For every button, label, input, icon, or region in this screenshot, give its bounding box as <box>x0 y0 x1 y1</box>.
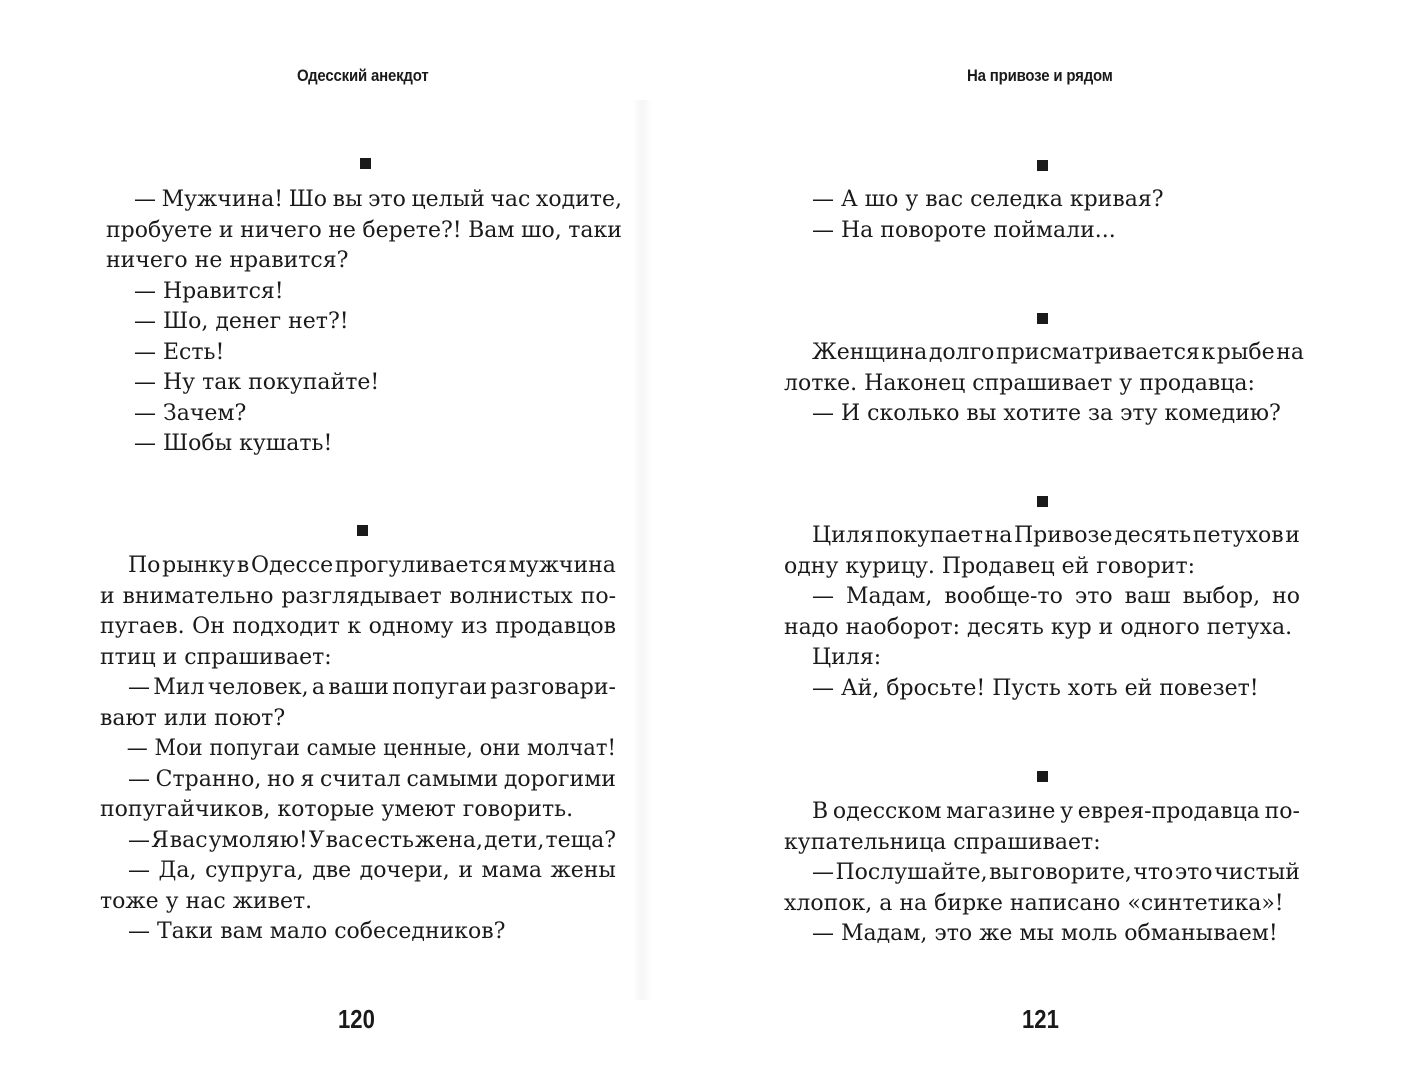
text-line: купательница спрашивает: <box>784 829 1101 855</box>
text-line: — Странно, но я считал самыми дорогими <box>128 766 616 792</box>
text-line: — Нравится! <box>134 278 284 304</box>
text-line: одну курицу. Продавец ей говорит: <box>784 553 1196 579</box>
text-line: — На повороте поймали... <box>812 217 1116 243</box>
joke-block <box>106 185 622 460</box>
text-line: Циля: <box>812 645 882 670</box>
text-line: попугайчиков, которые умеют говорить. <box>100 797 574 822</box>
text-line: — Мои попугаи самые ценные, они молчат! <box>126 736 616 761</box>
text-line: — Ай, бросьте! Пусть хоть ей повезет! <box>812 675 1259 701</box>
section-separator <box>357 525 368 536</box>
text-line: ничего не нравится? <box>106 248 349 273</box>
section-separator <box>1037 160 1048 171</box>
running-head-left: Одесский анекдот <box>297 66 429 85</box>
joke-block <box>784 185 1304 246</box>
text-line: вают или поют? <box>100 705 286 731</box>
page-gutter-shadow <box>632 100 652 1000</box>
text-line: — А шо у вас селедка кривая? <box>812 187 1164 212</box>
text-line: Циля покупает на Привозе десять петухов и <box>812 523 1300 548</box>
text-line: и внимательно разглядывает волнистых по- <box>100 583 616 609</box>
text-line: — Послушайте, вы говорите, что это чистый <box>812 860 1300 885</box>
text-line: хлопок, а на бирке написано «синтетика»! <box>784 890 1284 916</box>
text-line: надо наоборот: десять кур и одного петуха. <box>784 614 1293 640</box>
joke-block <box>784 797 1300 950</box>
text-line: По рынку в Одессе прогуливается мужчина <box>128 553 616 578</box>
text-line: — Мил человек, а ваши попугаи разговари- <box>128 675 616 700</box>
text-line: — И сколько вы хотите за эту комедию? <box>812 401 1281 426</box>
text-line: — Зачем? <box>134 400 247 426</box>
text-line: пробуете и ничего не берете?! Вам шо, таки <box>106 217 622 243</box>
text-line: — Мадам, это же мы моль обманываем! <box>812 921 1278 946</box>
text-line: — Мужчина! Шо вы это целый час ходите, <box>134 187 622 212</box>
text-line: — Мадам, вообще-то это ваш выбор, но <box>812 584 1300 609</box>
running-head-right: На привозе и рядом <box>967 66 1113 85</box>
text-line: — Шо, денег нет?! <box>134 309 349 334</box>
text-line: тоже у нас живет. <box>100 888 313 914</box>
right-page <box>706 0 1412 1080</box>
text-line: — Ну так покупайте! <box>134 370 380 395</box>
text-line: пугаев. Он подходит к одному из продавцов <box>100 614 616 639</box>
section-separator <box>1037 496 1048 507</box>
text-line: — Шобы кушать! <box>134 431 333 456</box>
text-line: лотке. Наконец спрашивает у продавца: <box>784 370 1255 396</box>
section-separator <box>360 158 371 169</box>
text-line: — Таки вам мало собеседников? <box>128 919 506 944</box>
page-number-left: 120 <box>338 1004 375 1034</box>
text-line: — Есть! <box>134 339 225 365</box>
text-line: — Я вас умоляю! У вас есть жена, дети, теща? <box>128 827 616 853</box>
text-line: В одесском магазине у еврея-продавца по- <box>812 799 1300 824</box>
section-separator <box>1037 313 1048 324</box>
joke-block <box>784 338 1304 430</box>
text-line: Женщина долго присматривается к рыбе на <box>812 340 1304 365</box>
page-number-right: 121 <box>1022 1004 1059 1034</box>
joke-block <box>784 521 1300 704</box>
joke-block <box>100 551 616 948</box>
section-separator <box>1037 771 1048 782</box>
text-line: — Да, супруга, две дочери, и мама жены <box>128 858 616 883</box>
text-line: птиц и спрашивает: <box>100 644 332 670</box>
